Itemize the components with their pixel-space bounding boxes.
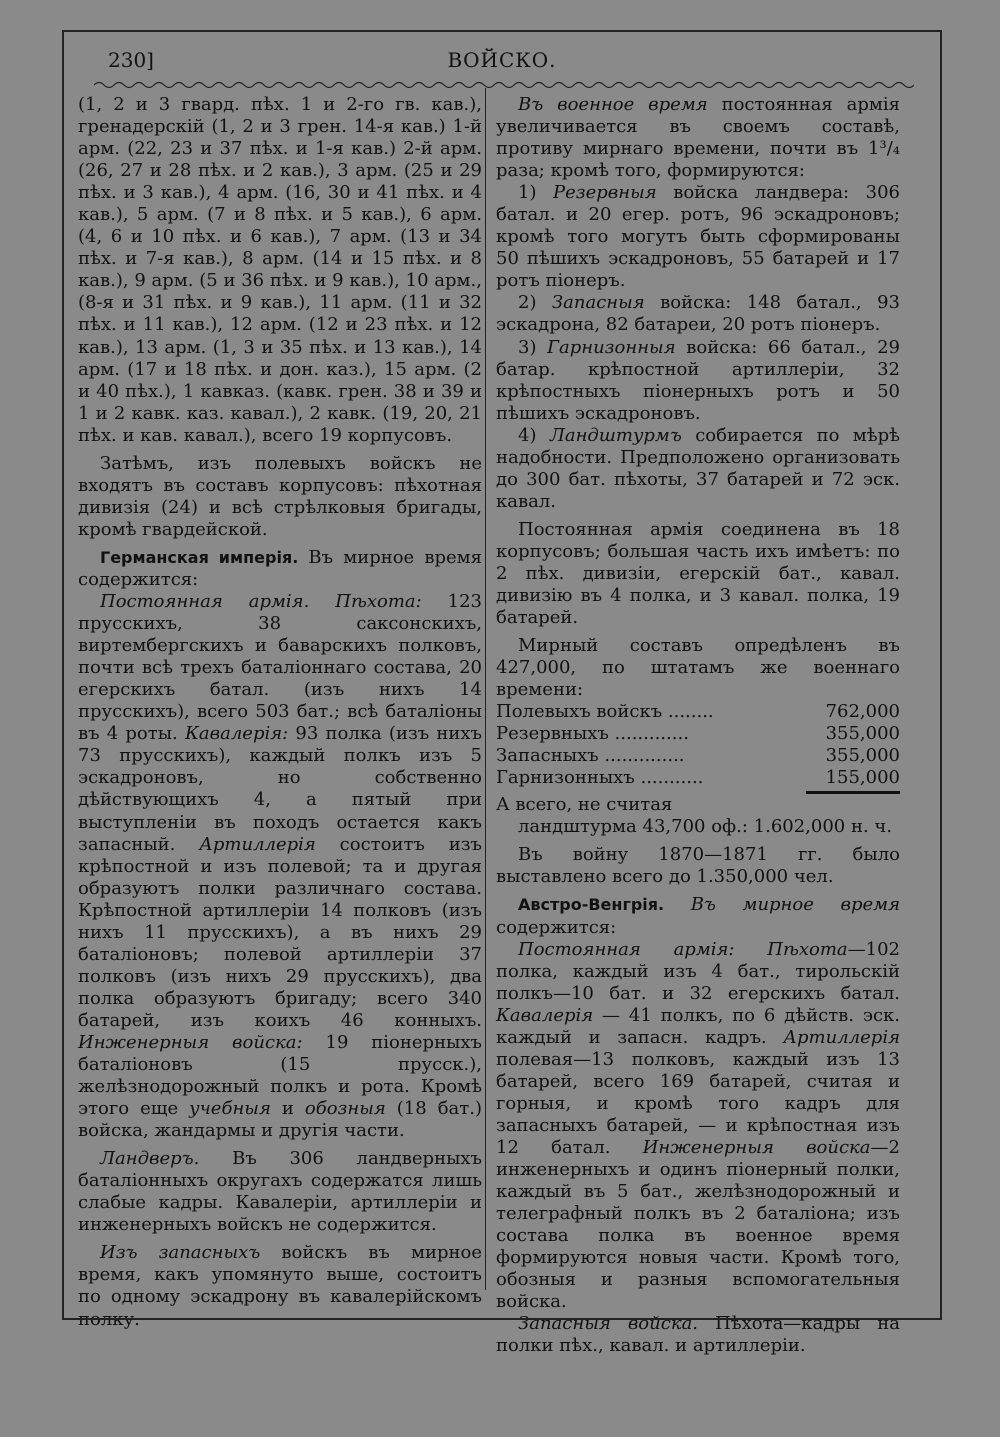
- other-units-text: (18 бат.) войска, жандармы и другія части.: [78, 1098, 482, 1142]
- section-heading-germany: Германская имперія.: [100, 547, 299, 567]
- landwehr-text: Въ 306 ландверныхъ баталіонныхъ округахъ содержатся лишь слабые кадры. Кавалеріи, артиллеріи и инженерныхъ войскъ не содержится.: [78, 1148, 482, 1236]
- table-value: 355,000: [825, 745, 900, 767]
- table-row: [496, 745, 900, 767]
- term-artillery-austria: Артиллерія: [783, 1026, 900, 1048]
- conjunction-text: и: [270, 1098, 305, 1120]
- term-cavalry: Кавалерія:: [184, 723, 289, 745]
- term-landwehr: Ландверъ.: [100, 1148, 200, 1170]
- term-spare: Запасныя: [551, 292, 645, 314]
- term-engineers: Инженерныя войска:: [78, 1031, 303, 1053]
- table-value: 762,000: [825, 701, 900, 723]
- term-spare-austria: Запасныя войска.: [518, 1313, 699, 1335]
- term-cavalry-austria: Кавалерія: [496, 1004, 594, 1026]
- term-reserves: Изъ запасныхъ: [100, 1242, 261, 1264]
- table-value: 155,000: [825, 767, 900, 789]
- right-paragraph-austria-heading: [496, 894, 900, 938]
- right-paragraph-austria-army: [496, 939, 900, 1314]
- total-line-2: ландштурма 43,700 оф.: 1.602,000 н. ч.: [518, 816, 893, 838]
- term-peacetime: Въ мирное время: [690, 894, 900, 916]
- term-engineers-austria: Инженерныя войска: [642, 1136, 871, 1158]
- page-title: ВОЙСКО.: [447, 48, 557, 72]
- austria-intro-text: содержится:: [496, 916, 617, 938]
- landsturm-text: собирается по мѣрѣ надобности. Предположено организовать до 300 бат. пѣхоты, 37 батарей и 72 эск. кавал.: [496, 424, 900, 512]
- engineers-text: 19 піонерныхъ баталіоновъ (15 прусск.), желѣзнодорожный полкъ и рота. Кромѣ этого еще: [78, 1031, 482, 1120]
- column-divider: [485, 88, 486, 1290]
- strength-table: [496, 701, 900, 789]
- table-value: 355,000: [825, 723, 900, 745]
- left-paragraph-landwehr: [78, 1148, 482, 1236]
- table-row: [496, 701, 900, 723]
- table-row: [496, 723, 900, 745]
- left-paragraph-germany-heading: [78, 547, 482, 591]
- right-paragraph-spare-troops: [496, 292, 900, 336]
- table-row: [496, 767, 900, 789]
- term-wartime: Въ военное время: [518, 94, 708, 115]
- austria-reserves-text: Пѣхота—кадры на полки пѣх., кавал. и артиллеріи.: [496, 1313, 900, 1357]
- list-number-4: 4): [518, 424, 550, 446]
- right-paragraph-landsturm: [496, 425, 900, 513]
- left-paragraph-field-troops: Затѣмъ, изъ полевыхъ войскъ не входятъ въ составъ корпусовъ: пѣхотная дивизія (24) и всѣ стрѣлковыя бригады, кромѣ гвардейской.: [78, 452, 482, 540]
- term-artillery: Артиллерія: [199, 833, 316, 855]
- right-column: [496, 94, 900, 1357]
- austria-artillery-text: полевая—13 полковъ, каждый изъ 13 батарей, всего 169 батарей, считая и горныя, и кромѣ того кадръ для запасныхъ батарей, — и крѣпостная изъ 12 батал.: [496, 1048, 900, 1158]
- term-garrison: Гарнизонныя: [547, 336, 676, 358]
- list-number-3: 3): [518, 336, 548, 358]
- infantry-text: 123 прусскихъ, 38 саксонскихъ, виртембергскихъ и баварскихъ полковъ, почти всѣ трехъ баталіоннаго состава, 20 егерскихъ батал. (изъ нихъ 14 прусскихъ), всего 503 бат.; всѣ баталіоны въ 4 роты.: [78, 591, 483, 745]
- right-paragraph-reserve-troops: [496, 182, 900, 292]
- artillery-text: состоитъ изъ крѣпостной и изъ полевой; та и другая образуютъ полки различнаго состава. Крѣпостной артиллеріи 14 полковъ (изъ нихъ 11 прусскихъ), а въ нихъ 29 баталіоновъ; полевой артиллеріи 37 полковъ (изъ нихъ 29 прусскихъ), два полка образуютъ бригаду; всего 340 батарей, изъ коихъ 46 конныхъ.: [78, 833, 482, 1031]
- reserves-text: войскъ въ мирное время, какъ упомянуто выше, состоитъ по одному эскадрону въ кавалерійскомъ полку.: [78, 1242, 482, 1330]
- list-number-2: 2): [518, 292, 552, 314]
- left-paragraph-standing-army: [78, 591, 482, 1142]
- list-number-1: 1): [518, 182, 554, 204]
- term-landsturm: Ландштурмъ: [549, 424, 682, 446]
- page-frame: [62, 30, 942, 1357]
- left-column: [78, 94, 482, 1331]
- term-transport: обозныя: [304, 1098, 386, 1120]
- term-standing-army: Постоянная армія. Пѣхота:: [100, 591, 422, 613]
- right-paragraph-corps: Постоянная армія соединена въ 18 корпусовъ; большая часть ихъ имѣетъ: по 2 пѣх. дивизіи, егерскій бат., кавал. дивизію въ 4 полка, и 3 кавал. полка, 19 батарей.: [496, 518, 900, 629]
- austria-engineers-text: —2 инженерныхъ и одинъ піонерный полки, каждый въ 5 бат., желѣзнодорожный и телеграфный полкъ въ 2 баталіона; изъ состава полка въ военное время формируются новыя части. Кромѣ того, обозныя и разныя вспомогательныя войска.: [496, 1136, 900, 1313]
- right-paragraph-wartime: [496, 94, 900, 182]
- term-training: учебныя: [189, 1098, 271, 1120]
- spare-text: войска: 148 батал., 93 эскадрона, 82 батареи, 20 ротъ піонеръ.: [496, 292, 900, 336]
- section-heading-austria: Австро-Венгрія.: [518, 895, 665, 915]
- right-paragraph-garrison: [496, 337, 900, 425]
- cavalry-text: 93 полка (изъ нихъ 73 прусскихъ), каждый полкъ изъ 5 эскадроновъ, но собственно дѣйствующихъ 4, а пятый при выступленіи въ походъ остается какъ запасный.: [78, 723, 482, 855]
- reserve-text: войска ландвера: 306 батал. и 20 егер. ротъ, 96 эскадроновъ; кромѣ того могутъ быть сформированы 50 пѣшихъ эскадроновъ, 55 батарей и 17 ротъ піонеръ.: [496, 182, 901, 292]
- left-paragraph-corps-list: (1, 2 и 3 гвард. пѣх. 1 и 2-го гв. кав.), гренадерскій (1, 2 и 3 грен. 14-я кав.) 1-й арм. (22, 23 и 37 пѣх. и 1-я кав.) 2-й арм. (26, 27 и 28 пѣх. и 2 кав.), 3 арм. (25 и 29 пѣх. и 3 кав.), 4 арм. (16, 30 и 41 пѣх. и 4 кав.), 5 арм. (7 и 8 пѣх. и 5 кав.), 6 арм. (4, 6 и 10 пѣх. и 6 кав.), 7 арм. (13 и 34 пѣх. и 7-я кав.), 8 арм. (14 и 15 пѣх. и 8 кав.), 9 арм. (5 и 36 пѣх. и 9 кав.), 10 арм., (8-я и 31 пѣх. и 9 кав.), 11 арм. (11 и 32 пѣх. и 11 кав.), 12 арм. (12 и 23 пѣх. и 12 кав.), 13 арм. (1, 3 и 35 пѣх. и 13 кав.), 14 арм. (17 и 18 пѣх. и дон. каз.), 15 арм. (2 и 40 пѣх.), 1 кавказ. (кавк. грен. 38 и 39 и 1 и 2 кавк. каз. кавал.), 2 кавк. (19, 20, 21 пѣх. и кав. кавал.), всего 19 корпусовъ.: [78, 94, 482, 446]
- bottom-rule: [62, 1318, 942, 1320]
- page-number: 230]: [108, 48, 154, 72]
- table-label: Полевыхъ войскъ ........: [496, 701, 714, 723]
- table-label: Запасныхъ ..............: [496, 745, 685, 767]
- term-standing-army-austria: Постоянная армія: Пѣхота: [518, 938, 848, 960]
- garrison-text: войска: 66 батал., 29 батар. крѣпостной артиллеріи, 32 крѣпостныхъ піонерныхъ ротъ и 50 пѣшихъ эскадроновъ.: [496, 336, 900, 424]
- right-paragraph-peace-strength: Мирный составъ опредѣленъ въ 427,000, по штатамъ же военнаго времени:: [496, 635, 900, 701]
- wartime-text: постоянная армія увеличивается въ своемъ составѣ, противу мирнаго времени, почти въ 1³/₄ раза; кромѣ того, формируются:: [496, 94, 900, 182]
- right-paragraph-war-1870: Въ войну 1870—1871 гг. было выставлено всего до 1.350,000 чел.: [496, 844, 900, 888]
- germany-intro-text: Въ мирное время содержится:: [78, 546, 482, 590]
- total-line-1: А всего, не считая: [496, 794, 673, 816]
- table-label: Резервныхъ .............: [496, 723, 689, 745]
- page-header: [64, 42, 940, 78]
- table-label: Гарнизонныхъ ...........: [496, 767, 704, 789]
- header-wavy-rule: [94, 80, 914, 90]
- term-reserve: Резервныя: [553, 182, 657, 204]
- austria-cavalry-text: — 41 полкъ, по 6 дѣйств. эск. каждый и запасн. кадръ.: [496, 1004, 900, 1048]
- austria-infantry-text: —102 полка, каждый изъ 4 бат., тирольскій полкъ—10 бат. и 32 егерскихъ батал.: [496, 938, 900, 1004]
